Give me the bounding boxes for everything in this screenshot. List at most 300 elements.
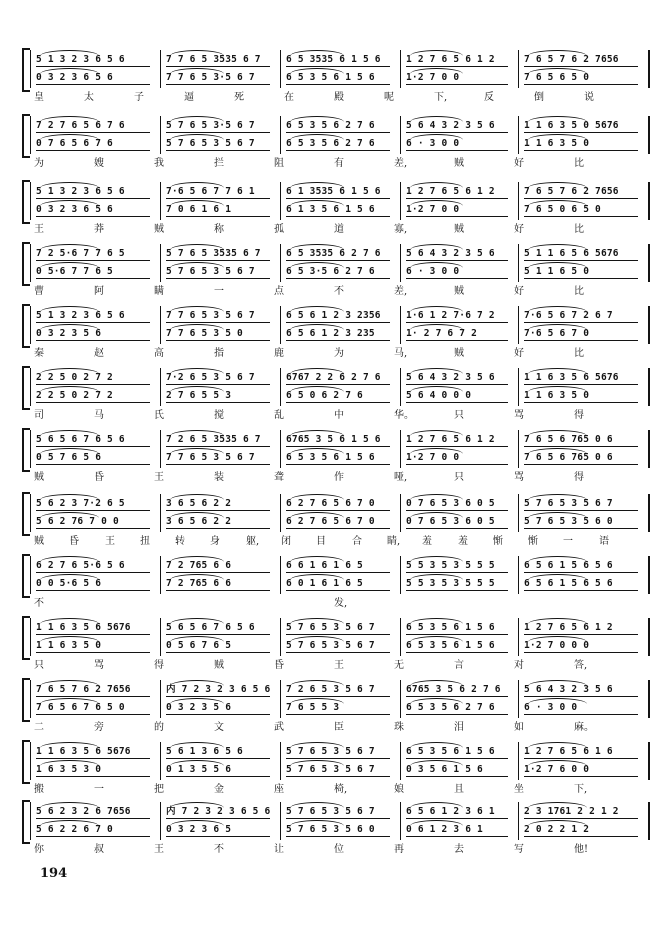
bar-line <box>30 556 31 594</box>
beam-underline <box>406 696 508 697</box>
score-system <box>0 680 655 746</box>
beam-underline <box>286 84 390 85</box>
beam-underline <box>36 322 150 323</box>
bar-line <box>280 182 281 220</box>
lyric-syllable: 死 <box>234 92 244 103</box>
upper-voice-measure: 1 1 6 3 5 6 5676 <box>524 372 619 383</box>
lower-voice-measure: 6 5 3 5 6 1 5 6 <box>406 640 495 651</box>
beam-underline <box>166 322 270 323</box>
slur-mark <box>290 368 344 374</box>
slur-mark <box>40 306 99 312</box>
slur-mark <box>170 306 224 312</box>
lyric-syllable: 再 <box>394 844 404 855</box>
upper-voice-measure: 7 2 6 5 3 5 6 7 <box>286 684 375 695</box>
lyric-syllable: 聋 <box>274 472 284 483</box>
lyric-syllable: 贼 <box>34 536 44 547</box>
slur-mark <box>40 386 99 392</box>
bar-line <box>160 306 161 344</box>
lower-voice-measure: 5 7 6 5 3 5 6 7 <box>166 138 255 149</box>
lower-voice-measure: 7 2 765 6 6 <box>166 578 232 589</box>
upper-voice-measure: 6 2 7 6 5·6 5 6 <box>36 560 125 571</box>
lyric-syllable: 发, <box>334 598 348 609</box>
slur-mark <box>40 512 99 518</box>
score-system <box>0 244 655 310</box>
lower-voice-measure: 7·6 5 6 7 0 <box>524 328 590 339</box>
lyric-syllable: 贼 <box>34 472 44 483</box>
beam-underline <box>286 528 390 529</box>
slur-mark <box>170 820 224 826</box>
beam-underline <box>36 818 150 819</box>
bar-line <box>280 244 281 282</box>
beam-underline <box>406 198 508 199</box>
bar-line <box>30 182 31 220</box>
lyric-syllable: 把 <box>154 784 164 795</box>
lyric-syllable: 座 <box>274 784 284 795</box>
bar-line <box>518 182 519 220</box>
lyrics-row <box>30 222 648 238</box>
lyric-syllable: 我 <box>154 158 164 169</box>
lyric-syllable: 逼 <box>184 92 194 103</box>
lower-voice-measure: 0 5·6 7 7 6 5 <box>36 266 113 277</box>
lyric-syllable: 马, <box>394 348 408 359</box>
lyrics-row <box>30 658 648 674</box>
system-bracket <box>22 492 30 536</box>
lower-voice-measure: 0 3 5 6 1 5 6 <box>406 764 483 775</box>
slur-mark <box>170 50 224 56</box>
upper-voice-measure: 5 6 4 3 2 3 5 6 <box>524 684 613 695</box>
bar-line <box>30 742 31 780</box>
lyric-syllable: 倒 <box>534 92 544 103</box>
lower-voice-measure: 1·2 7 6 0 0 <box>524 764 590 775</box>
beam-underline <box>406 572 508 573</box>
beam-underline <box>36 66 150 67</box>
beam-underline <box>524 150 638 151</box>
lyric-syllable: 转 <box>175 536 185 547</box>
slur-mark <box>528 618 587 624</box>
lyric-syllable: 答, <box>574 660 588 671</box>
slur-mark <box>290 324 344 330</box>
slur-mark <box>290 680 344 686</box>
beam-underline <box>36 590 150 591</box>
bar-line <box>648 244 650 282</box>
slur-mark <box>410 574 463 580</box>
lyric-syllable: 目 <box>316 536 326 547</box>
slur-mark <box>290 448 344 454</box>
bar-line <box>400 430 401 468</box>
upper-voice-measure: 6 5 3 5 6 1 5 6 <box>406 746 495 757</box>
lyric-syllable: 称 <box>214 224 224 235</box>
bar-line <box>280 618 281 656</box>
slur-mark <box>410 698 463 704</box>
slur-mark <box>290 244 344 250</box>
beam-underline <box>286 818 390 819</box>
bar-line <box>400 618 401 656</box>
system-bracket <box>22 678 30 722</box>
bar-line <box>280 430 281 468</box>
slur-mark <box>290 636 344 642</box>
slur-mark <box>528 574 587 580</box>
lyric-syllable: 鹿 <box>274 348 284 359</box>
lower-voice-measure: 5 1 1 6 5 0 <box>524 266 590 277</box>
beam-underline <box>524 776 638 777</box>
slur-mark <box>170 742 224 748</box>
upper-voice-measure: 1 2 7 6 5 6 1 2 <box>524 622 613 633</box>
upper-voice-measure: 2 3 1761 2 2 1 2 <box>524 806 619 817</box>
slur-mark <box>290 556 344 562</box>
beam-underline <box>524 714 638 715</box>
bar-line <box>518 680 519 718</box>
lyric-syllable: 得 <box>154 660 164 671</box>
lyric-syllable: 装 <box>214 472 224 483</box>
lyric-syllable: 王 <box>154 472 164 483</box>
lyrics-row <box>30 720 648 736</box>
upper-voice-measure: 1 2 7 6 5 6 1 2 <box>406 186 495 197</box>
slur-mark <box>410 386 463 392</box>
beam-underline <box>524 260 638 261</box>
lyric-syllable: 搬 <box>34 784 44 795</box>
upper-voice-measure: 1 1 6 3 5 6 5676 <box>36 746 131 757</box>
lyric-syllable: 泪 <box>454 722 464 733</box>
score-system <box>0 430 655 496</box>
bar-line <box>280 494 281 532</box>
lower-voice-measure: 0 3 2 3 6 5 6 <box>36 204 113 215</box>
beam-underline <box>406 758 508 759</box>
lyric-syllable: 孤 <box>274 224 284 235</box>
lower-voice-measure: 1 1 6 3 5 0 <box>36 640 102 651</box>
lower-voice-measure: 6 5 3·5 6 2 7 6 <box>286 266 375 277</box>
lower-voice-measure: 6 5 6 1 2 3 235 <box>286 328 375 339</box>
slur-mark <box>290 698 344 704</box>
lower-voice-measure: 7 6 5 6 765 0 6 <box>524 452 613 463</box>
slur-mark <box>410 742 463 748</box>
slur-mark <box>410 200 463 206</box>
beam-underline <box>286 652 390 653</box>
bar-line <box>30 494 31 532</box>
beam-underline <box>406 634 508 635</box>
slur-mark <box>528 182 587 188</box>
lyric-syllable: 比 <box>574 348 584 359</box>
lyrics-row <box>30 842 648 858</box>
slur-mark <box>170 494 224 500</box>
lower-voice-measure: 1·2 7 0 0 <box>406 72 460 83</box>
slur-mark <box>170 182 224 188</box>
beam-underline <box>406 818 508 819</box>
slur-mark <box>40 760 99 766</box>
beam-underline <box>36 260 150 261</box>
upper-voice-measure: 5 7 6 5 3 5 6 7 <box>524 498 613 509</box>
beam-underline <box>406 464 508 465</box>
slur-mark <box>40 50 99 56</box>
bar-line <box>30 430 31 468</box>
lyric-syllable: 嫂 <box>94 158 104 169</box>
slur-mark <box>290 494 344 500</box>
lyric-syllable: 昏 <box>274 660 284 671</box>
lyric-syllable: 睛, <box>387 536 401 547</box>
beam-underline <box>166 590 270 591</box>
staff <box>30 116 648 154</box>
bar-line <box>400 182 401 220</box>
bar-line <box>518 306 519 344</box>
beam-underline <box>406 150 508 151</box>
slur-mark <box>290 116 344 122</box>
bar-line <box>518 494 519 532</box>
lyric-syllable: 身 <box>210 536 220 547</box>
slur-mark <box>170 680 224 686</box>
beam-underline <box>524 198 638 199</box>
slur-mark <box>40 556 99 562</box>
staff <box>30 680 648 718</box>
upper-voice-measure: 1 2 7 6 5 6 1 6 <box>524 746 613 757</box>
lyric-syllable: 二 <box>34 722 44 733</box>
bar-line <box>648 368 650 406</box>
slur-mark <box>290 512 344 518</box>
beam-underline <box>36 464 150 465</box>
lower-voice-measure: 0 0 5·6 5 6 <box>36 578 102 589</box>
beam-underline <box>36 758 150 759</box>
bar-line <box>30 802 31 840</box>
upper-voice-measure: 内 7 2 3 2 3 6 5 6 <box>166 806 271 817</box>
system-bracket <box>22 554 30 598</box>
upper-voice-measure: 5 5 3 5 3 5 5 5 <box>406 560 495 571</box>
upper-voice-measure: 1 2 7 6 5 6 1 2 <box>406 434 495 445</box>
beam-underline <box>36 714 150 715</box>
beam-underline <box>286 464 390 465</box>
beam-underline <box>524 84 638 85</box>
beam-underline <box>286 384 390 385</box>
bar-line <box>400 368 401 406</box>
lower-voice-measure: 6 5 3 5 6 1 5 6 <box>286 452 375 463</box>
beam-underline <box>524 384 638 385</box>
lyric-syllable: 金 <box>214 784 224 795</box>
upper-voice-measure: 6765 3 5 6 2 7 6 <box>406 684 501 695</box>
lyric-syllable: 呢 <box>384 92 394 103</box>
staff <box>30 802 648 840</box>
beam-underline <box>286 216 390 217</box>
beam-underline <box>166 528 270 529</box>
staff <box>30 494 648 532</box>
lower-voice-measure: 0 1 3 5 5 6 <box>166 764 232 775</box>
score-system <box>0 116 655 182</box>
beam-underline <box>406 66 508 67</box>
upper-voice-measure: 5 1 1 6 5 6 5676 <box>524 248 619 259</box>
score-system <box>0 556 655 622</box>
lyric-syllable: 骂 <box>94 660 104 671</box>
lower-voice-measure: 0 5 6 7 6 5 <box>166 640 232 651</box>
lyric-syllable: 躯, <box>246 536 260 547</box>
slur-mark <box>290 760 344 766</box>
beam-underline <box>166 340 270 341</box>
bar-line <box>648 182 650 220</box>
beam-underline <box>524 216 638 217</box>
slur-mark <box>410 182 463 188</box>
beam-underline <box>286 634 390 635</box>
lyric-syllable: 好 <box>514 348 524 359</box>
bar-line <box>280 50 281 88</box>
lower-voice-measure: 6 2 7 6 5 6 7 0 <box>286 516 375 527</box>
lower-voice-measure: 6 · 3 0 0 <box>524 702 578 713</box>
lower-voice-measure: 6 5 0 6 2 7 6 <box>286 390 363 401</box>
beam-underline <box>286 714 390 715</box>
upper-voice-measure: 6 5 6 1 2 3 2356 <box>286 310 381 321</box>
lyrics-row <box>30 284 648 300</box>
bar-line <box>160 556 161 594</box>
bar-line <box>30 50 31 88</box>
beam-underline <box>36 84 150 85</box>
bar-line <box>400 116 401 154</box>
upper-voice-measure: 内 7 2 3 2 3 6 5 6 <box>166 684 271 695</box>
beam-underline <box>166 150 270 151</box>
lyric-syllable: 只 <box>454 410 464 421</box>
lyric-syllable: 曹 <box>34 286 44 297</box>
lower-voice-measure: 0 3 2 3 5 6 <box>166 702 232 713</box>
slur-mark <box>528 244 587 250</box>
bar-line <box>518 430 519 468</box>
beam-underline <box>36 572 150 573</box>
lyric-syllable: 王 <box>34 224 44 235</box>
lyric-syllable: 坐 <box>514 784 524 795</box>
lyrics-row <box>30 470 648 486</box>
beam-underline <box>524 402 638 403</box>
beam-underline <box>166 818 270 819</box>
lyric-syllable: 娘 <box>394 784 404 795</box>
slur-mark <box>410 448 463 454</box>
beam-underline <box>286 572 390 573</box>
lower-voice-measure: 3 6 5 6 2 2 <box>166 516 232 527</box>
bar-line <box>160 430 161 468</box>
system-bracket <box>22 180 30 224</box>
lyric-syllable: 高 <box>154 348 164 359</box>
lower-voice-measure: 1·2 7 0 0 <box>406 452 460 463</box>
slur-mark <box>170 134 224 140</box>
lyric-syllable: 羞 <box>458 536 468 547</box>
lyric-syllable: 你 <box>34 844 44 855</box>
slur-mark <box>528 430 587 436</box>
upper-voice-measure: 5 6 1 3 6 5 6 <box>166 746 243 757</box>
lyric-syllable: 惭 <box>528 536 538 547</box>
beam-underline <box>406 384 508 385</box>
upper-voice-measure: 7 6 5 7 6 2 7656 <box>524 186 619 197</box>
bar-line <box>400 494 401 532</box>
upper-voice-measure: 5 6 2 3 2 6 7656 <box>36 806 131 817</box>
slur-mark <box>290 262 344 268</box>
slur-mark <box>40 68 99 74</box>
staff <box>30 742 648 780</box>
slur-mark <box>410 680 463 686</box>
upper-voice-measure: 6 2 7 6 5 6 7 0 <box>286 498 375 509</box>
lyric-syllable: 赵 <box>94 348 104 359</box>
beam-underline <box>524 572 638 573</box>
beam-underline <box>286 198 390 199</box>
beam-underline <box>166 384 270 385</box>
lyric-syllable: 说 <box>584 92 594 103</box>
lower-voice-measure: 5 6 4 0 0 0 <box>406 390 472 401</box>
lower-voice-measure: 5 6 2 2 6 7 0 <box>36 824 113 835</box>
lyric-syllable: 指 <box>214 348 224 359</box>
lower-voice-measure: 6 · 3 0 0 <box>406 138 460 149</box>
slur-mark <box>528 200 587 206</box>
upper-voice-measure: 3 6 5 6 2 2 <box>166 498 232 509</box>
bar-line <box>30 368 31 406</box>
slur-mark <box>528 134 587 140</box>
beam-underline <box>166 66 270 67</box>
slur-mark <box>170 116 224 122</box>
lyric-syllable: 比 <box>574 286 584 297</box>
lower-voice-measure: 1 1 6 3 5 0 <box>524 390 590 401</box>
upper-voice-measure: 7 2 5·6 7 7 6 5 <box>36 248 125 259</box>
upper-voice-measure: 7·6 5 6 7 7 6 1 <box>166 186 255 197</box>
lyric-syllable: 王 <box>154 844 164 855</box>
lyric-syllable: 好 <box>514 158 524 169</box>
beam-underline <box>406 446 508 447</box>
lyric-syllable: 贼 <box>454 286 464 297</box>
lower-voice-measure: 6 5 3 5 6 2 7 6 <box>406 702 495 713</box>
bar-line <box>518 742 519 780</box>
lyric-syllable: 乱 <box>274 410 284 421</box>
bar-line <box>400 50 401 88</box>
lyric-syllable: 惭 <box>493 536 503 547</box>
slur-mark <box>410 494 463 500</box>
bar-line <box>160 116 161 154</box>
lower-voice-measure: 1·2 7 0 0 <box>406 204 460 215</box>
slur-mark <box>528 636 587 642</box>
lyric-syllable: 骂 <box>514 410 524 421</box>
lyric-syllable: 阻 <box>274 158 284 169</box>
slur-mark <box>410 820 463 826</box>
system-bracket <box>22 242 30 286</box>
slur-mark <box>528 680 587 686</box>
lyric-syllable: 不 <box>214 844 224 855</box>
beam-underline <box>36 132 150 133</box>
beam-underline <box>166 198 270 199</box>
slur-mark <box>410 636 463 642</box>
beam-underline <box>406 278 508 279</box>
lyric-syllable: 臣 <box>334 722 344 733</box>
slur-mark <box>170 262 224 268</box>
bar-line <box>30 306 31 344</box>
slur-mark <box>40 262 99 268</box>
beam-underline <box>166 132 270 133</box>
slur-mark <box>528 306 587 312</box>
lyric-syllable: 氏 <box>154 410 164 421</box>
bar-line <box>518 244 519 282</box>
lyric-syllable: 差, <box>394 286 408 297</box>
lyric-syllable: 麻。 <box>574 722 594 733</box>
beam-underline <box>286 322 390 323</box>
upper-voice-measure: 7 2 765 6 6 <box>166 560 232 571</box>
slur-mark <box>290 574 344 580</box>
score-system <box>0 50 655 116</box>
slur-mark <box>40 680 99 686</box>
lower-voice-measure: 5 7 6 5 3 5 6 0 <box>286 824 375 835</box>
slur-mark <box>410 324 463 330</box>
slur-mark <box>170 244 224 250</box>
beam-underline <box>406 590 508 591</box>
lyric-syllable: 一 <box>214 286 224 297</box>
bar-line <box>648 50 650 88</box>
beam-underline <box>406 714 508 715</box>
bar-line <box>400 742 401 780</box>
lyric-syllable: 只 <box>454 472 464 483</box>
upper-voice-measure: 5 6 5 6 7 6 5 6 <box>36 434 125 445</box>
lower-voice-measure: 0 7 6 5 3 6 0 5 <box>406 516 495 527</box>
upper-voice-measure: 2 2 5 0 2 7 2 <box>36 372 113 383</box>
slur-mark <box>410 244 463 250</box>
bar-line <box>280 742 281 780</box>
beam-underline <box>524 322 638 323</box>
bar-line <box>280 306 281 344</box>
slur-mark <box>170 618 224 624</box>
lyric-syllable: 比 <box>574 224 584 235</box>
